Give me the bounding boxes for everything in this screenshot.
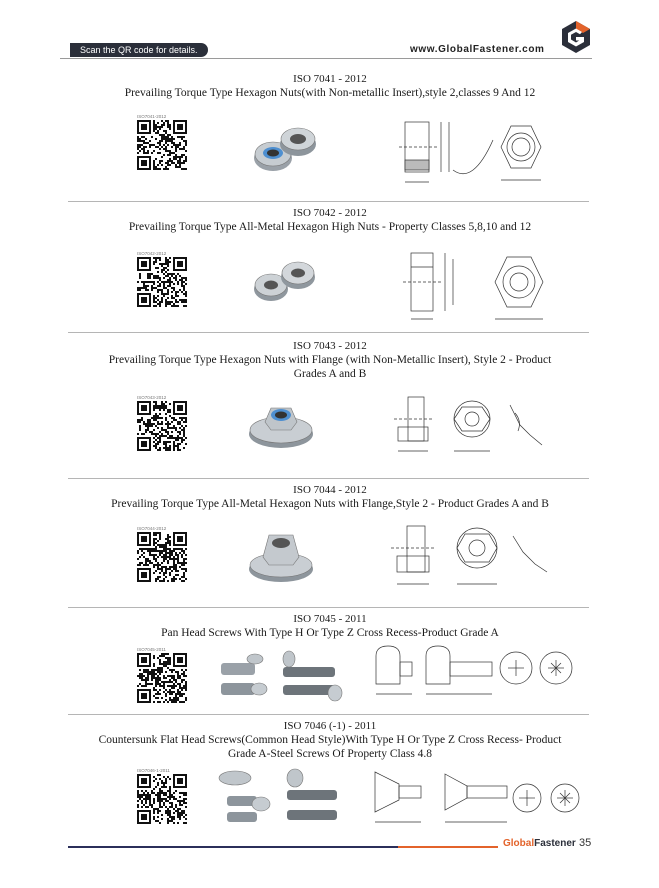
qr-code[interactable] <box>137 120 187 170</box>
section-divider <box>68 607 589 608</box>
product-section <box>68 484 592 511</box>
qr-caption: ISO7044-2012 <box>137 526 167 531</box>
product-title: Prevailing Torque Type All-Metal Hexagon High Nuts - Property Classes 5,8,10 and 12 <box>128 221 532 233</box>
flange-nut-photo <box>245 392 317 452</box>
technical-drawing <box>393 235 553 325</box>
countersunk-screw-photo <box>213 766 353 828</box>
qr-caption: ISO7041-2012 <box>137 114 167 119</box>
product-section <box>68 720 592 761</box>
website-url[interactable]: www.GlobalFastener.com <box>410 44 545 55</box>
technical-drawing <box>390 385 555 470</box>
product-section <box>68 613 592 640</box>
footer-brand-global: Global <box>503 838 535 849</box>
standard-code: ISO 7042 - 2012 <box>293 207 367 219</box>
product-title-continued: Grade A-Steel Screws Of Property Class 4.8 <box>227 748 433 760</box>
qr-code[interactable] <box>137 653 187 703</box>
product-title-continued: Grades A and B <box>293 368 367 380</box>
product-section <box>68 207 592 234</box>
footer-brand-fastener: Fastener <box>534 838 576 849</box>
qr-caption: ISO7045-2011 <box>137 647 166 652</box>
product-section <box>68 340 592 381</box>
product-title: Prevailing Torque Type Hexagon Nuts with Flange (with Non-Metallic Insert), Style 2 - Product <box>108 354 552 366</box>
standard-code: ISO 7045 - 2011 <box>293 613 367 625</box>
product-title: Prevailing Torque Type Hexagon Nuts(with Non-metallic Insert),style 2,classes 9 And 12 <box>124 87 536 99</box>
footer-accent-bar <box>398 846 498 848</box>
qr-scan-note: Scan the QR code for details. <box>70 43 208 57</box>
technical-drawing <box>368 640 583 708</box>
qr-code[interactable] <box>137 401 187 451</box>
standard-code: ISO 7044 - 2012 <box>293 484 367 496</box>
qr-caption: ISO7042-2012 <box>137 251 167 256</box>
footer-brand <box>503 838 576 849</box>
section-divider <box>68 332 589 333</box>
footer-bar <box>68 846 398 848</box>
metal-flange-nut-photo <box>245 523 317 585</box>
section-divider <box>68 478 589 479</box>
all-metal-nut-photo <box>243 255 323 307</box>
section-divider <box>68 201 589 202</box>
technical-drawing <box>365 762 587 834</box>
product-section <box>68 73 592 100</box>
qr-code[interactable] <box>137 257 187 307</box>
product-title: Prevailing Torque Type All-Metal Hexagon Nuts with Flange,Style 2 - Product Grades A and B <box>111 498 549 510</box>
technical-drawing <box>385 512 560 602</box>
qr-caption: ISO7043-2012 <box>137 395 167 400</box>
product-title: Pan Head Screws With Type H Or Type Z Cross Recess-Product Grade A <box>161 627 499 639</box>
qr-caption: ISO7046-1-2011 <box>137 768 170 773</box>
standard-code: ISO 7043 - 2012 <box>293 340 367 352</box>
technical-drawing <box>393 100 553 195</box>
nylon-insert-nut-photo <box>243 118 323 178</box>
qr-code[interactable] <box>137 774 187 824</box>
qr-code[interactable] <box>137 532 187 582</box>
standard-code: ISO 7046 (-1) - 2011 <box>283 720 377 732</box>
company-logo-icon <box>560 20 592 54</box>
pan-head-screw-photo <box>213 645 353 705</box>
standard-code: ISO 7041 - 2012 <box>293 73 367 85</box>
header-divider <box>60 58 592 59</box>
section-divider <box>68 714 589 715</box>
product-title: Countersunk Flat Head Screws(Common Head Style)With Type H Or Type Z Cross Recess- Product <box>98 734 562 746</box>
page-number: 35 <box>579 837 592 849</box>
